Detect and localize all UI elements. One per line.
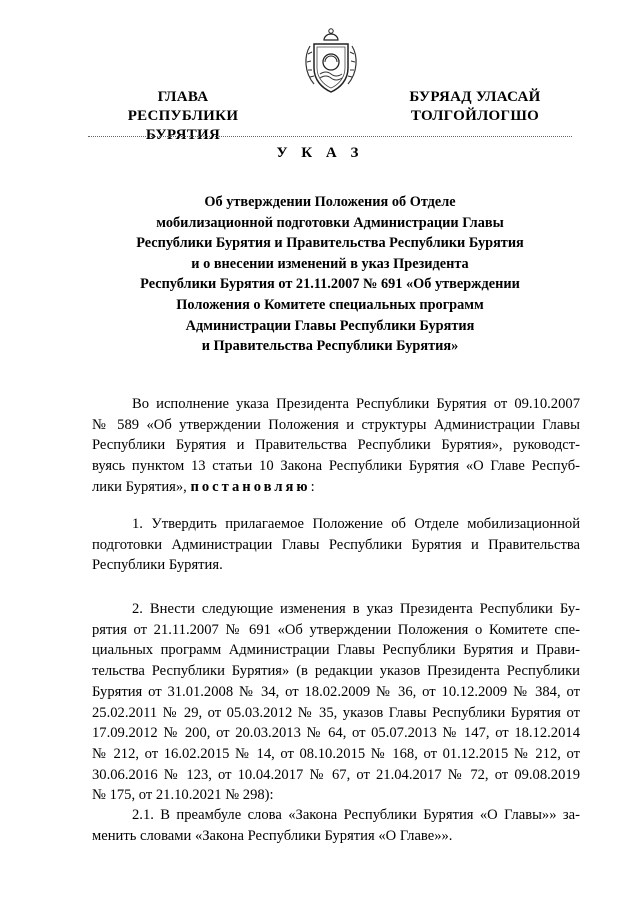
decree-word: постановляю <box>190 478 311 495</box>
item-2-line: тельства Республики Бурятия» (в редакции указов Президента Республики <box>92 663 580 680</box>
preamble-line: Республики Бурятия и Правительства Республики Бурятия», руководст- <box>92 437 580 454</box>
item-2-line: № 212, от 16.02.2015 № 14, от 08.10.2015 № 168, от 01.12.2015 № 212, от <box>92 745 580 762</box>
item-2-line: рятия от 21.11.2007 № 691 «Об утверждении Положения о Комитете спе- <box>92 621 580 638</box>
item-2-line: Бурятия от 31.01.2008 № 34, от 18.02.2009 № 36, от 10.12.2009 № 384, от <box>92 683 580 700</box>
preamble-line: вуясь пунктом 13 статьи 10 Закона Республики Бурятия «О Главе Респуб- <box>92 458 580 475</box>
item-2-line: 2. Внести следующие изменения в указ Президента Республики Бу- <box>132 601 580 617</box>
title-line: мобилизационной подготовки Администрации Главы <box>156 214 504 231</box>
preamble-line-last <box>92 477 580 498</box>
title-line: Положения о Комитете специальных программ <box>176 296 484 313</box>
header-right-line2: ТОЛГОЙЛОГШО <box>410 108 540 124</box>
title-line: и Правительства Республики Бурятия» <box>201 338 459 355</box>
document-type: У К А З <box>276 145 364 161</box>
item-2-1-line: 2.1. В преамбуле слова «Закона Республики Бурятия «О Главы»» за- <box>132 807 580 823</box>
item-1-paragraph <box>92 514 580 576</box>
item-2-line: циальных программ Администрации Главы Республики Бурятия и Прави- <box>92 642 580 659</box>
header-left-line1: ГЛАВА <box>157 89 209 105</box>
preamble-last-text: лики Бурятия», <box>92 478 191 495</box>
item-1-line: Республики Бурятия. <box>92 557 223 574</box>
item-2-line: № 175, от 21.10.2021 № 298): <box>92 787 274 804</box>
title-line: Республики Бурятия и Правительства Республики Бурятия <box>136 235 524 252</box>
preamble-line: № 589 «Об утверждении Положения и структуры Администрации Главы <box>92 416 580 433</box>
title-line: Об утверждении Положения об Отделе <box>204 194 456 210</box>
item-2-1-paragraph <box>92 805 580 846</box>
item-1-line: 1. Утвердить прилагаемое Положение об Отделе мобилизационной <box>132 516 580 532</box>
item-2-line: 30.06.2016 № 123, от 10.04.2017 № 67, от 21.04.2017 № 72, от 09.08.2019 <box>92 766 580 783</box>
decree-colon: : <box>310 478 315 495</box>
preamble-line: Во исполнение указа Президента Республики Бурятия от 09.10.2007 <box>132 396 580 412</box>
item-2-line: 25.02.2011 № 29, от 05.03.2012 № 35, указов Главы Республики Бурятия от <box>92 704 580 721</box>
item-2-1-line: менить словами «Закона Республики Бурятия «О Главе»». <box>92 827 453 844</box>
coat-of-arms-emblem <box>300 26 362 96</box>
header-divider <box>88 136 572 137</box>
header-right-line1: БУРЯАД УЛАСАЙ <box>409 89 541 105</box>
item-2-paragraph <box>92 599 580 806</box>
header-right <box>382 88 568 126</box>
title-line: Республики Бурятия от 21.11.2007 № 691 «Об утверждении <box>140 276 520 293</box>
title-line: и о внесении изменений в указ Президента <box>191 255 469 272</box>
item-1-line: подготовки Администрации Главы Республики Бурятия и Правительства <box>92 536 580 553</box>
item-2-line: 17.09.2012 № 200, от 20.03.2013 № 64, от 05.07.2013 № 147, от 18.12.2014 <box>92 725 580 742</box>
header-left-line2: РЕСПУБЛИКИ БУРЯТИЯ <box>127 108 239 143</box>
preamble-paragraph <box>92 394 580 498</box>
document-title <box>110 192 550 357</box>
title-line: Администрации Главы Республики Бурятия <box>185 317 475 334</box>
